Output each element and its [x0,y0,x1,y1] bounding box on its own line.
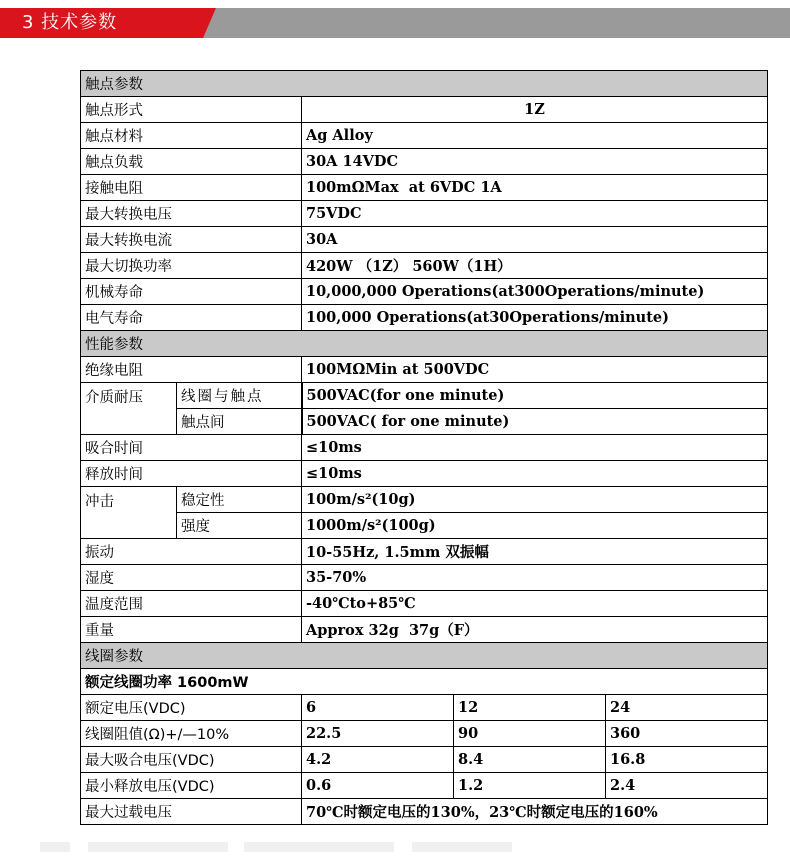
table-row [81,799,768,825]
row-value: 70℃时额定电压的130%，23℃时额定电压的160% [302,799,768,825]
row-value: 100mΩMax at 6VDC 1A [302,175,768,201]
row-value: 10-55Hz, 1.5mm 双振幅 [302,539,768,565]
row-label: 最大过载电压 [81,799,302,825]
table-row [81,357,768,383]
cell-value: 90 [454,721,606,747]
table-row [81,435,768,461]
row-label: 最大转换电流 [81,227,302,253]
row-label: 温度范围 [81,591,302,617]
table-row [81,97,768,123]
row-value: Ag Alloy [302,123,768,149]
table-row [81,175,768,201]
cell-value: 4.2 [302,747,454,773]
row-value: 75VDC [302,201,768,227]
section-title-contact: 触点参数 [81,71,768,97]
table-row [81,149,768,175]
rated-power: 额定线圈功率 1600mW [81,669,768,695]
table-row [81,669,768,695]
row-label: 最大转换电压 [81,201,302,227]
table-row [81,279,768,305]
row-sublabel: 线圈与触点 [177,383,302,409]
row-label: 触点材料 [81,123,302,149]
row-sublabel: 触点间 [177,409,302,435]
footer-divider [244,842,394,852]
row-label: 冲击 [81,487,177,539]
row-value: 100m/s²(10g) [302,487,768,513]
row-label: 振动 [81,539,302,565]
table-row [81,747,768,773]
row-value: 30A [302,227,768,253]
table-row [81,513,768,539]
section-title: 3 技术参数 [22,12,118,33]
row-value: 1Z [302,97,768,123]
section-row-performance [81,331,768,357]
table-row [81,721,768,747]
row-label: 介质耐压 [81,383,177,435]
row-label: 额定电压(VDC) [81,695,302,721]
table-row [81,461,768,487]
row-value: 10,000,000 Operations(at300Operations/minute) [302,279,768,305]
table-row [81,539,768,565]
row-value: ≤10ms [302,461,768,487]
row-value: 1000m/s²(100g) [302,513,768,539]
footer-divider [412,842,512,852]
table-row [81,591,768,617]
row-label: 最小释放电压(VDC) [81,773,302,799]
row-label: 最大切换功率 [81,253,302,279]
row-label: 接触电阻 [81,175,302,201]
footer-divider [88,842,228,852]
cell-value: 2.4 [606,773,768,799]
row-label: 线圈阻值(Ω)+/—10% [81,721,302,747]
table-row [81,695,768,721]
row-value: 500VAC(for one minute) [302,383,768,409]
row-value: 100MΩMin at 500VDC [302,357,768,383]
table-row [81,487,768,513]
row-label: 重量 [81,617,302,643]
row-value: 420W （1Z） 560W（1H） [302,253,768,279]
footer-divider [40,842,70,852]
table-row [81,253,768,279]
row-sublabel: 稳定性 [177,487,302,513]
section-title-performance: 性能参数 [81,331,768,357]
spec-table [80,70,768,825]
table-row [81,305,768,331]
row-value: 35-70% [302,565,768,591]
row-label: 释放时间 [81,461,302,487]
cell-value: 16.8 [606,747,768,773]
cell-value: 12 [454,695,606,721]
row-value: 100,000 Operations(at30Operations/minute) [302,305,768,331]
table-row [81,383,768,409]
cell-value: 0.6 [302,773,454,799]
row-label: 机械寿命 [81,279,302,305]
table-row [81,227,768,253]
row-label: 吸合时间 [81,435,302,461]
cell-value: 6 [302,695,454,721]
table-row [81,409,768,435]
section-row-contact [81,71,768,97]
row-value: Approx 32g 37g（F） [302,617,768,643]
row-label: 触点负载 [81,149,302,175]
row-label: 绝缘电阻 [81,357,302,383]
cell-value: 24 [606,695,768,721]
cell-value: 22.5 [302,721,454,747]
row-label: 电气寿命 [81,305,302,331]
row-label: 触点形式 [81,97,302,123]
cell-value: 360 [606,721,768,747]
row-sublabel: 强度 [177,513,302,539]
row-label: 最大吸合电压(VDC) [81,747,302,773]
section-title-coil: 线圈参数 [81,643,768,669]
table-row [81,565,768,591]
row-value: -40℃to+85℃ [302,591,768,617]
cell-value: 8.4 [454,747,606,773]
table-row [81,773,768,799]
table-row [81,123,768,149]
table-row [81,617,768,643]
row-label: 湿度 [81,565,302,591]
row-value: ≤10ms [302,435,768,461]
section-row-coil [81,643,768,669]
cell-value: 1.2 [454,773,606,799]
table-row [81,201,768,227]
row-value: 30A 14VDC [302,149,768,175]
row-value: 500VAC( for one minute) [302,409,768,435]
